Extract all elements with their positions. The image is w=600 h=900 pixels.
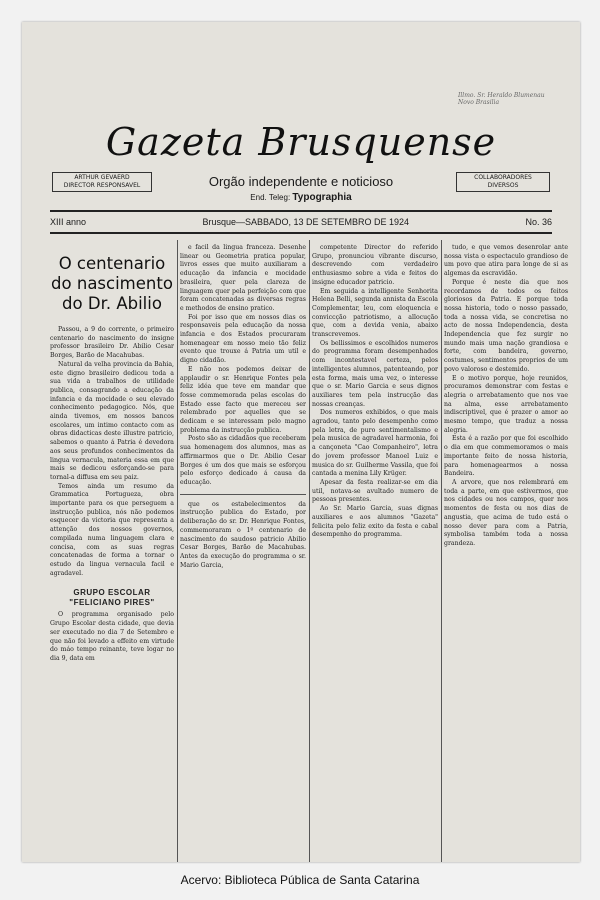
paragraph: Posto são as cidadãos que receberam sua homenagem dos alumnos, mas as affirmarmos que o Dr. Abilio Cesar Borges é um dos que mais se esforçou pelo esforço dedicado á causa da educação. <box>180 435 306 486</box>
paragraph: Os bellissimos e escolhidos numeros do programma foram desempenhados com incontestavel certeza, pelos intelligentes alumnos, patenteando, por esta forma, mais uma vez, o interesse que o sr. Mario Garcia e seus dignos auxiliares tem pela instrucção das nossas creanças. <box>312 339 438 408</box>
paragraph: Esta é a razão por que foi escolhido o dia em que commemoramos o mais importante feito de nossa historia, para homenagearmos a nossa Bandeira. <box>444 435 568 478</box>
issue-number: No. 36 <box>525 217 552 227</box>
paragraph: Em seguida a intelligente Senhorita Helena Belli, segunda annista da Escola Complementar, leu, com eloquencia e conviccção patriotismo, a allocução que, com a devida venia, abaixo transcrevemos. <box>312 287 438 339</box>
newspaper-page <box>22 22 580 862</box>
school-heading-line2: "FELICIANO PIRES" <box>69 598 155 608</box>
dateline <box>50 214 552 230</box>
collaborators-label: COLLABORADORES <box>474 174 532 181</box>
paragraph: competente Director do referido Grupo, pronunciou vibrante discurso, descrevendo com verdadeiro enthusiasmo sobre a vida e feitos do insigne educador patricio. <box>312 244 438 286</box>
column-3 <box>312 244 438 862</box>
director-role: DIRECTOR RESPONSAVEL <box>63 182 141 189</box>
paragraph: Dos numeros exhibidos, o que mais agradou, tanto pelo desempenho como pela letra, de puro sentimentalismo e pela musica de agradavel harmonia, foi a cançoneta "Cao Companheiro", letra do jovem professor Manoel Luiz e musica do sr. Guilherme Vassila, que foi cantada a menina Lily Krüger. <box>312 409 438 478</box>
library-stamp: Illmo. Sr. Heraldo Blumenau Novo Brasilia <box>458 92 545 106</box>
paragraph: E não nos podemos deixar de applaudir o sr. Henrique Fontes pela feliz idéa que teve em mandar que fosse commemorada pelas escolas do Estado esse facto que mereceu ser relembrado por aquelles que se dedicam e se interessam pelo magno problema da instrucção publica. <box>180 365 306 434</box>
paragraph: O programma organisado pelo Grupo Escolar desta cidade, que devia ser executado no dia 7 de Setembro e que não foi levado a effeito em virtude do máo tempo reinante, teve logar no dia 9, data em <box>50 611 174 662</box>
paragraph: A arvore, que nos relembrará em toda a parte, em que estivermos, que nos cidades ou nos campos, quer nos momentos de festa ou nos dias de angustia, que acima de tudo está o nosso dever para com a Patria, symbolisa também toda a nossa grandeza. <box>444 478 568 547</box>
paragraph: Temos ainda um resumo da Grammatica Portugueza, obra importante para os que perseguem a instrucção publica, nós não podemos esquecer da victoria que representa a attenção dos nossos governos, compilada numa linguagem clara e concisa, com as suas regras concatenadas de forma a tornar o estudo da lingua vernacula facil e agradavel. <box>50 482 174 577</box>
column-4 <box>444 244 568 862</box>
top-rule <box>50 210 552 212</box>
school-heading-line1: GRUPO ESCOLAR <box>73 588 151 598</box>
year-label: XIII anno <box>50 217 87 227</box>
paragraph: que os estabelecimentos da instrucção publica do Estado, por deliberação do sr. Dr. Henrique Fontes, commemoraram o 1º centenario de nascimento do saudoso patricio Abilio Cesar Borges, Barão de Macahubas. Antes da execução do programma o sr. Mario Garcia, <box>180 500 306 569</box>
newspaper-subtitle: Orgão independente e noticioso <box>208 174 394 189</box>
column-divider <box>177 240 178 862</box>
school-heading <box>50 588 174 608</box>
collaborators-value: DIVERSOS <box>487 182 519 189</box>
column-divider <box>309 240 310 862</box>
paragraph: Natural da velha provincia da Bahia, este digno brasileiro dedicou toda a sua vida a trabalhos de utilidade publica, consagrando a educação da infancia e da mocidade o seu elevado conhecimento pedagogico. Nós, que ainda tivemos, em nossos bancos escolares, um intimo contacto com as obras didacticas deste illustre patricio, sabemos o quanto á Patria é devedora aos seus profundos conhecimentos da lingua vernacula, materia essa em que mais se dedicou esforçando-se para tornal-a diffusa em seu paiz. <box>50 360 174 481</box>
column-1 <box>50 244 174 862</box>
date-label: Brusque—SABBADO, 13 DE SETEMBRO DE 1924 <box>202 217 410 227</box>
newspaper-title: Gazeta Brusquense <box>105 120 497 164</box>
column-divider <box>441 240 442 862</box>
paragraph: Passou, a 9 do corrente, o primeiro centenario do nascimento do insigne professor brasileiro Dr. Abilio Cesar Borges, Barão de Macahubas. <box>50 326 174 360</box>
paragraph: E o motivo porque, hoje reunidos, procuramos demonstrar com festas e alegria o arrebatamento que nos vae na alma, esse arrebatamento indiscriptivel, que é prazer o amor ao mesmo tempo, que traduz a nossa alegria. <box>444 374 568 434</box>
telegraph-value: Typographia <box>292 192 352 203</box>
telegraph-label: End. Teleg: <box>250 193 291 202</box>
column-2 <box>180 244 306 862</box>
archive-credit: Acervo: Biblioteca Pública de Santa Catarina <box>180 873 420 887</box>
paragraph: tudo, e que vemos desenrolar ante nossa vista o espectaculo grandioso de um povo que atira para longe de si as algemas da escravidão. <box>444 244 568 278</box>
paragraph: Ao Sr. Mario Garcia, suas dignas auxiliares e aos alumnos "Gazeta" felicita pelo feliz exito da festa e cabal desempenho do programma. <box>312 505 438 539</box>
paragraph: e facil da lingua franceza. Desenhe linear ou Geometria pratica popular, livros esses que muito auxiliaram a educação da infancia e mocidade brasileira, quer pela clareza de linguagem quer pela perfeição com que foram concatenadas as diversas regras e methodos de ensino pratico. <box>180 244 306 312</box>
telegraph-address <box>22 192 580 203</box>
paragraph: Foi por isso que em nossos dias os responsaveis pela educação da nossa infancia e dos Estados procuraram homenagear em nosso meio tão feliz evento que trouxe á Patria um util e digno cidadão. <box>180 313 306 365</box>
article-headline: O centenario do nascimento do Dr. Abilio <box>51 254 173 313</box>
paragraph: Porque é neste dia que nos recordamos de todos os feitos gloriosos da Patria. E porque toda nossa historia, todo o nosso passado, toda a nossa vida, se concretisa no acto de nossa Independencia, desta Independencia que fez surgir no mundo mais uma nação grandiosa e forte, com bandeira, governo, costumes, sentimentos proprios de um povo valoroso e destemido. <box>444 278 568 373</box>
director-name: ARTHUR GEVAERD <box>74 174 130 181</box>
section-divider <box>180 494 306 495</box>
paragraph: Apesar da festa realizar-se em dia util, notava-se avultado numero de pessoas presentes. <box>312 478 438 504</box>
bottom-rule <box>50 232 552 234</box>
